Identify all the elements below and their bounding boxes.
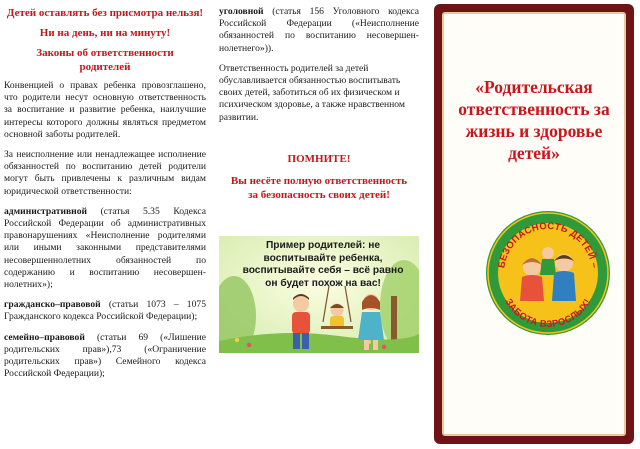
- family-responsibility: [4, 332, 206, 381]
- admin-responsibility: [4, 206, 206, 291]
- cover-column: [428, 0, 640, 449]
- criminal-label: уголовной: [219, 6, 264, 17]
- criminal-responsibility: [219, 6, 419, 55]
- remember-heading: ПОМНИТЕ!: [287, 152, 351, 165]
- family-illustration: [219, 236, 419, 353]
- convention-paragraph: Конвенцией о правах ребенка провозглашено, что родители несут основную ответственность за воспитание и развитие ребенка, наилучшие интересы которого должны являться предметом основной заботы родителей.: [4, 80, 206, 140]
- admin-text: (статья 5.35 Кодекса Российской Федерации об административных правонарушениях «Неисполнение родителями или иными законными представителями несовершеннолетних обязанностей по содержанию и воспитанию несовершен-нолетних»);: [4, 205, 206, 291]
- safety-badge: [484, 209, 612, 337]
- admin-label: административной: [4, 205, 88, 217]
- family-text: (статьи 69 («Лишение родительских прав»),73 («Ограничение родительских прав») Семейного кодекса Российской Федерации);: [4, 331, 206, 380]
- civil-text: (статьи 1073 – 1075 Гражданского кодекса Российской Федерации);: [4, 299, 206, 323]
- civil-label: гражданско–правовой: [4, 299, 101, 311]
- civil-responsibility: [4, 299, 206, 323]
- upbringing-paragraph: Ответственность родителей за детей обуславливается обязанностью воспитывать своих детей, заботиться об их физическом и психическом здоровье, а также нравственном развитии.: [219, 62, 405, 123]
- family-label: семейно–правовой: [4, 331, 85, 343]
- badge-text-top: БЕЗОПАСНОСТЬ ДЕТЕЙ –: [496, 220, 600, 270]
- responsibility-intro: За неисполнение или ненадлежащее исполнение обязанностей по воспитанию детей родители могут быть привлечены к различным видам юридической ответственности:: [4, 149, 206, 197]
- decorative-frame: [434, 4, 634, 444]
- badge-text-bottom: ЗАБОТА ВЗРОСЛЫХ!: [502, 296, 594, 331]
- heading-not-a-minute: Ни на день, ни на минуту!: [39, 27, 171, 39]
- example-quote: Пример родителей: не воспитывайте ребенка, воспитывайте себя – всё равно он будет похож на вас!: [242, 240, 404, 289]
- heading-parent-laws: Законы об ответственности родителей: [36, 47, 174, 73]
- criminal-text: (статья 156 Уголовного кодекса Российской Федерации («Неисполнение обязанностей по воспитанию несовершен-нолетнего»)).: [219, 6, 419, 54]
- left-column: [0, 0, 210, 449]
- middle-column: [213, 0, 423, 449]
- brochure-title: «Родительская ответственность за жизнь и здоровье детей»: [458, 77, 610, 163]
- heading-no-unattended: Детей оставлять без присмотра нельзя!: [6, 7, 204, 19]
- cover-panel: [442, 12, 626, 436]
- safety-warning: Вы несёте полную ответственность за безопасность своих детей!: [230, 174, 408, 201]
